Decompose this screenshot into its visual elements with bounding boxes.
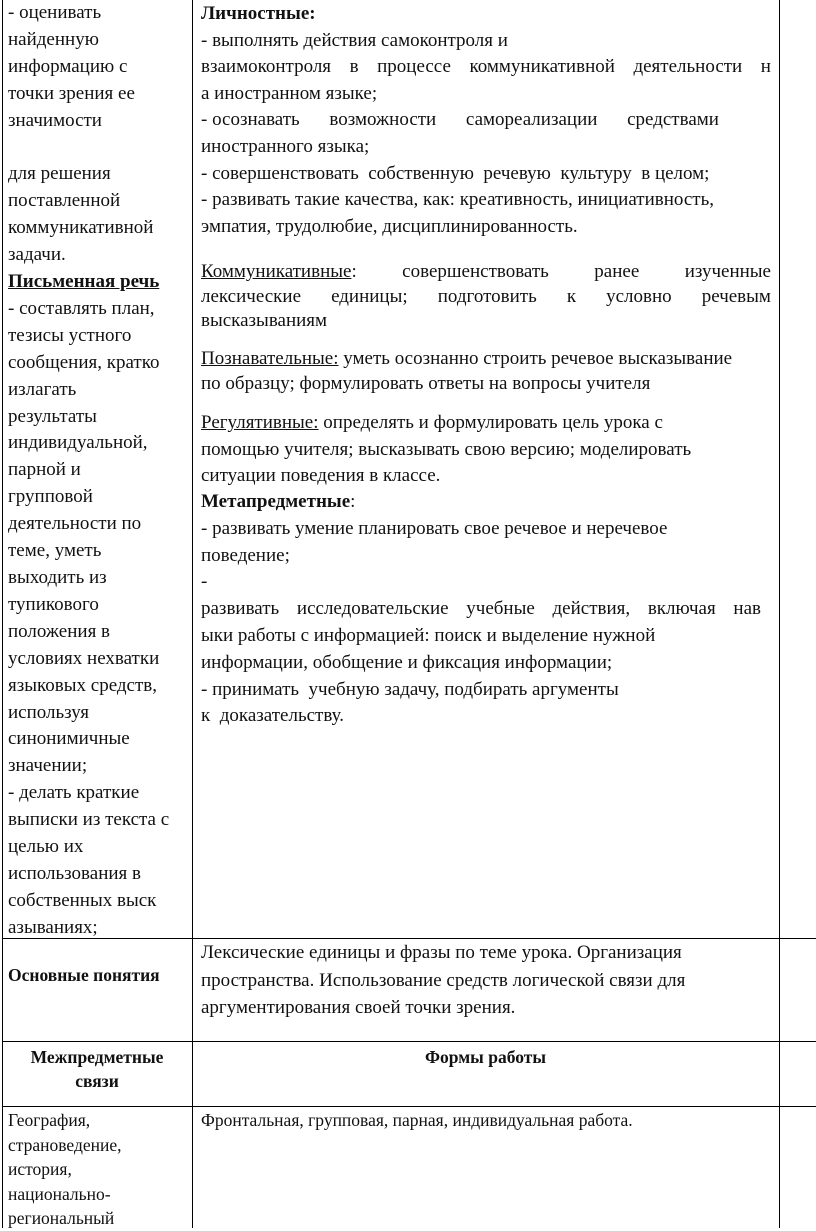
text-line: высказываниям (201, 310, 328, 331)
text-line: География, (8, 1110, 91, 1130)
text-line: - развивать умение планировать свое речевое и неречевое (201, 517, 668, 539)
text-line: деятельности по (8, 513, 142, 535)
cognitive-block (201, 346, 776, 396)
text-line: информацию с (8, 55, 128, 77)
text-line: условиях нехватки (8, 647, 160, 669)
justified-line (201, 107, 771, 134)
text-line: ыки работы с информацией: поиск и выделение нужной (201, 624, 656, 646)
text-line: страноведение, (8, 1134, 122, 1155)
text-line: используя (8, 701, 90, 723)
word: речевым (701, 285, 771, 307)
colon: : (350, 491, 356, 512)
row-divider-2 (2, 1041, 816, 1042)
text-line: коммуникативной (8, 217, 154, 239)
text-line: выписки из текста с (8, 809, 170, 831)
text-line: аргументирования своей точки зрения. (201, 997, 516, 1018)
word: изученные (684, 261, 771, 282)
word: процессе (377, 56, 451, 78)
justified-line (201, 54, 771, 81)
text-line: индивидуальной, (8, 432, 148, 454)
writing-heading: Письменная речь (8, 271, 160, 293)
meta-subject-block (201, 489, 761, 730)
text-line: история, (8, 1159, 72, 1179)
communicative-block (201, 260, 771, 334)
text-line: значении; (8, 755, 88, 777)
text-line (201, 410, 776, 437)
text-line: выходить из (8, 567, 107, 589)
word: учебные (466, 598, 535, 620)
row-divider-3 (2, 1106, 816, 1107)
word: подготовить (437, 285, 537, 307)
text-line: языковых средств, (8, 674, 158, 696)
text-line: собственных выск (8, 889, 157, 911)
text-line: - оценивать (8, 2, 102, 23)
text-line: Лексические единицы и фразы по теме урока. Организация (201, 942, 682, 963)
meta-heading-line (201, 489, 761, 516)
text-line: национально- (8, 1183, 111, 1204)
word: действия, (552, 598, 631, 620)
text-rest: уметь осознанно строить речевое высказывание (338, 348, 733, 369)
communicative-label-text: Коммуникативные (201, 261, 352, 282)
text-line: тезисы устного (8, 324, 132, 346)
text-line: поведение; (201, 544, 290, 566)
word: ранее (594, 261, 640, 282)
text-line: азываниях; (8, 916, 98, 938)
header-line: Межпредметные (30, 1047, 164, 1067)
word: развивать (201, 598, 280, 620)
meta-heading: Метапредметные (201, 491, 351, 512)
text-line: - делать краткие (8, 782, 140, 804)
table-border-left (2, 0, 3, 1228)
justified-line (201, 596, 761, 623)
speech-skills-cell (8, 0, 190, 942)
personal-results-block (201, 1, 771, 240)
text-line: точки зрения ее (8, 82, 135, 104)
text-line: - выполнять действия самоконтроля и (201, 29, 508, 51)
text-line: эмпатия, трудолюбие, дисциплинированность. (201, 215, 578, 237)
text-line: групповой (8, 486, 93, 508)
work-forms-header: Формы работы (425, 1047, 546, 1067)
word: взаимоконтроля (201, 56, 332, 78)
table-column-divider (192, 0, 193, 1228)
word: включая (647, 598, 716, 620)
text-line: региональный (8, 1208, 115, 1228)
colon: : (351, 261, 357, 282)
text-line: задачи. (8, 244, 66, 266)
table-border-right (779, 0, 780, 1228)
text-line: - развивать такие качества, как: креативность, инициативность, (201, 189, 715, 211)
justified-line (201, 285, 771, 310)
justified-line (201, 260, 771, 285)
text-line: для решения (8, 163, 111, 185)
regulatory-block (201, 410, 776, 490)
text-line: парной и (8, 459, 81, 481)
word: совершенствовать (402, 261, 549, 282)
cognitive-label: Познавательные: (201, 348, 339, 369)
text-line: - составлять план, (8, 297, 155, 319)
word: условно (606, 285, 672, 307)
text-rest: определять и формулировать цель урока с (318, 412, 663, 433)
personal-heading: Личностные: (201, 3, 316, 24)
text-line: целью их (8, 836, 84, 858)
text-line: теме, уметь (8, 540, 102, 562)
text-line: положения в (8, 620, 111, 642)
text-line: излагать (8, 378, 77, 400)
communicative-label (201, 260, 357, 285)
word: единицы; (331, 285, 408, 307)
text-line: пространства. Использование средств логической связи для (201, 969, 686, 991)
word: возможности (329, 109, 437, 131)
text-line: информации, обобщение и фиксация информации; (201, 651, 613, 673)
word: к (566, 285, 577, 307)
word: н (760, 56, 771, 78)
work-forms-text: Фронтальная, групповая, парная, индивидуальная работа. (201, 1110, 633, 1130)
interdisciplinary-header (2, 1045, 192, 1093)
word: в (349, 56, 359, 78)
text-line: найденную (8, 28, 99, 50)
text-line: значимости (8, 109, 102, 131)
word: деятельности (633, 56, 743, 78)
text-line: по образцу; формулировать ответы на вопросы учителя (201, 373, 651, 394)
blank-line (8, 135, 190, 162)
text-line: поставленной (8, 190, 121, 212)
text-line: синонимичные (8, 728, 130, 750)
word: нав (733, 598, 761, 620)
word: средствами (627, 109, 719, 131)
text-line: использования в (8, 862, 142, 884)
word: - осознавать (201, 109, 300, 131)
text-line: помощью учителя; высказывать свою версию; моделировать (201, 438, 692, 460)
text-line: к доказательству. (201, 705, 345, 727)
text-line: а иностранном языке; (201, 82, 378, 104)
text-line: сообщения, кратко (8, 351, 160, 373)
text-line: ситуации поведения в классе. (201, 465, 441, 486)
interdisciplinary-subjects (8, 1108, 190, 1231)
basic-concepts-text (201, 939, 776, 1022)
text-line: иностранного языка; (201, 135, 370, 157)
header-line: связи (75, 1071, 119, 1091)
text-line (201, 346, 776, 371)
text-line: тупикового (8, 593, 99, 615)
text-line: - (201, 571, 208, 593)
basic-concepts-label: Основные понятия (8, 965, 160, 985)
word: самореализации (465, 109, 598, 131)
text-line: - совершенствовать собственную речевую культуру в целом; (201, 162, 710, 184)
word: лексические (201, 285, 302, 307)
word: коммуникативной (469, 56, 615, 78)
text-line: результаты (8, 405, 97, 427)
regulatory-label: Регулятивные: (201, 412, 319, 433)
word: исследовательские (296, 598, 449, 620)
text-line: - принимать учебную задачу, подбирать аргументы (201, 678, 619, 700)
